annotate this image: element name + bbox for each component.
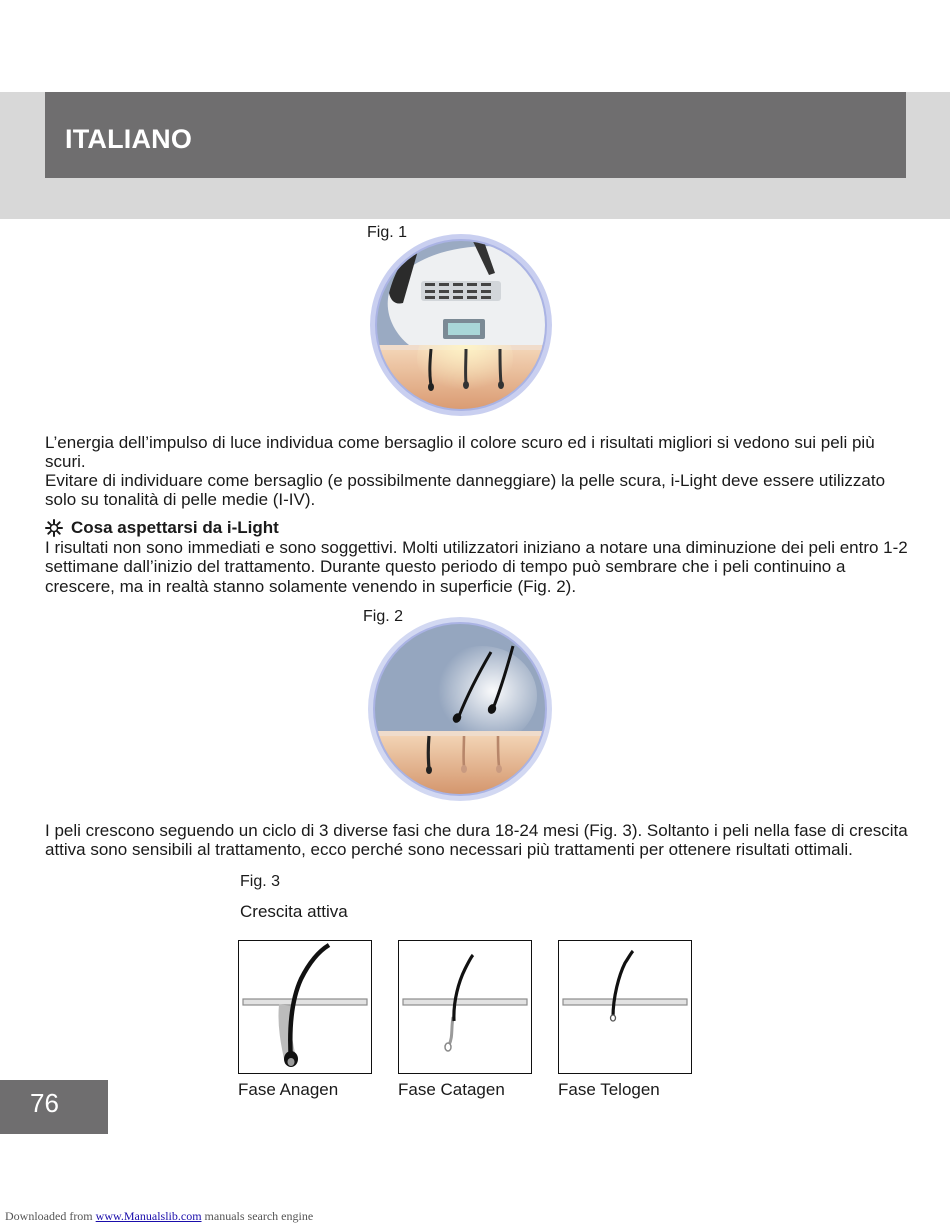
telogen-diagram (558, 940, 692, 1074)
section-body: I risultati non sono immediati e sono soggettivi. Molti utilizzatori iniziano a notare una diminuzione dei peli entro 1-2 settimane dall’inizio del trattamento. Durante questo periodo di tempo può sembrare che i peli continuino a crescere, ma in realtà stanno solamente venendo in superficie (Fig. 2). (45, 538, 908, 596)
section-header (45, 92, 906, 178)
fig1-illustration (369, 233, 553, 417)
fig1-label: Fig. 1 (367, 224, 408, 241)
fig2-label: Fig. 2 (363, 608, 404, 625)
intro-paragraph-2: Evitare di individuare come bersaglio (e possibilmente danneggiare) la pelle scura, i-Light deve essere utilizzato solo su tonalità di pelle medie (I-IV). (45, 471, 886, 510)
section-heading (45, 518, 279, 538)
phase-label-telogen: Fase Telogen (558, 1080, 660, 1099)
fig3-label: Fig. 3 (240, 873, 281, 890)
page-title: ITALIANO (65, 124, 193, 154)
cycle-body: I peli crescono seguendo un ciclo di 3 diverse fasi che dura 18-24 mesi (Fig. 3). Soltanto i peli nella fase di crescita attiva sono sensibili al trattamento, ecco perché sono necessari più trattamenti per ottenere risultati ottimali. (45, 821, 908, 860)
catagen-diagram (398, 940, 532, 1074)
footer-prefix: Downloaded from (5, 1209, 93, 1223)
section-title: Cosa aspettarsi da i-Light (71, 518, 279, 537)
page-number-badge (0, 1080, 108, 1134)
manualslib-link[interactable]: www.Manualslib.com (95, 1209, 202, 1223)
fig3-caption: Crescita attiva (240, 902, 348, 921)
download-footer (5, 1209, 313, 1224)
phase-label-catagen: Fase Catagen (398, 1080, 505, 1099)
fig2-illustration (367, 616, 553, 802)
anagen-diagram (238, 940, 372, 1074)
intro-paragraph-1: L’energia dell’impulso di luce individua come bersaglio il colore scuro ed i risultati migliori si vedono sui peli più scuri. (45, 433, 875, 472)
page-number: 76 (30, 1088, 59, 1118)
phase-label-anagen: Fase Anagen (238, 1080, 339, 1099)
footer-suffix: manuals search engine (204, 1209, 314, 1223)
burst-icon (45, 519, 63, 537)
